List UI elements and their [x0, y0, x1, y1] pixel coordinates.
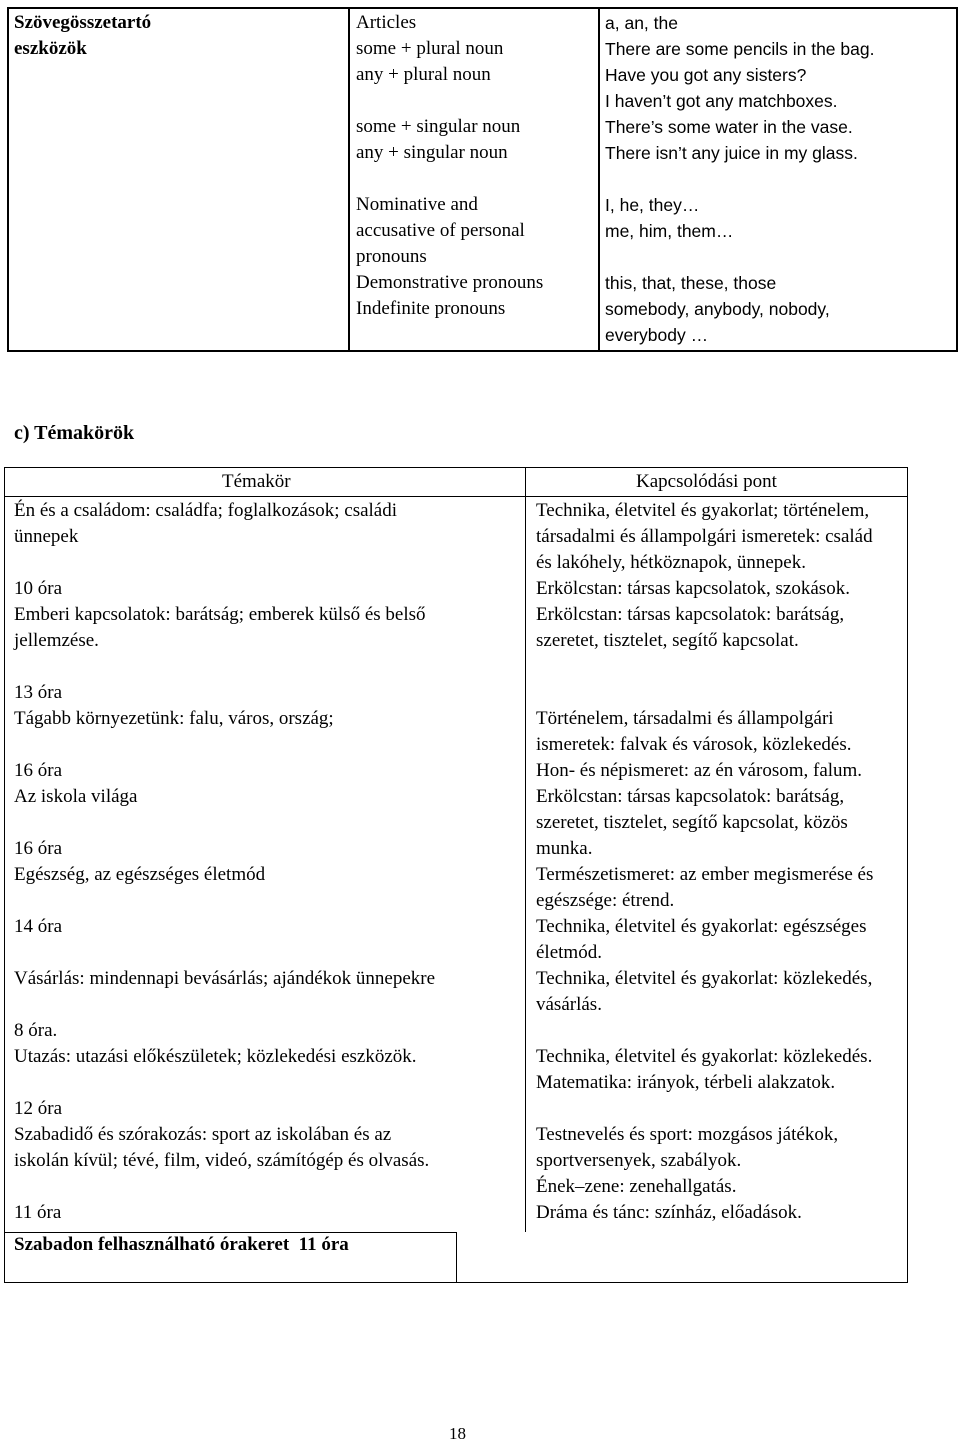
topic-text-line — [14, 654, 435, 680]
column-divider — [348, 9, 350, 350]
column-divider — [525, 467, 526, 1232]
structure-text-line: accusative of personal — [356, 220, 525, 241]
topic-text-line — [14, 992, 435, 1018]
link-text-line: Matematika: irányok, térbeli alakzatok. — [536, 1072, 836, 1093]
page-number: 18 — [449, 1424, 466, 1443]
topic-text-line: iskolán kívül; tévé, film, videó, számítógép és olvasás. — [14, 1150, 430, 1171]
link-text-line: Technika, életvitel és gyakorlat: közlekedés, — [536, 968, 873, 989]
category-text-line: eszközök — [14, 38, 87, 59]
example-text-line: I, he, they… — [605, 195, 700, 215]
link-text-line: Hon- és népismeret: az én városom, falum. — [536, 760, 863, 781]
example-text-line: somebody, anybody, nobody, — [605, 299, 830, 319]
free-hours-footer: Szabadon felhasználható órakeret 11 óra — [14, 1234, 349, 1255]
link-text-line — [536, 1018, 873, 1044]
topic-text-line: 12 óra — [14, 1098, 63, 1119]
structure-text-line: Indefinite pronouns — [356, 298, 506, 319]
link-text-line: Testnevelés és sport: mozgásos játékok, — [536, 1124, 839, 1145]
topic-text-line: 8 óra. — [14, 1020, 58, 1041]
topic-text-line — [14, 810, 435, 836]
example-text-line: a, an, the — [605, 13, 678, 33]
link-column-header: Kapcsolódási pont — [636, 471, 777, 492]
example-text-line: There are some pencils in the bag. — [605, 39, 875, 59]
category-text-line: Szövegösszetartó — [14, 12, 152, 33]
structure-text-line: Nominative and — [356, 194, 478, 215]
link-text-line: Dráma és tánc: színház, előadások. — [536, 1202, 802, 1223]
topic-text-line: Az iskola világa — [14, 786, 138, 807]
topic-text-line — [14, 732, 435, 758]
topic-text-line — [14, 1070, 435, 1096]
topic-text-line — [14, 888, 435, 914]
link-text-line: és lakóhely, hétköznapok, ünnepek. — [536, 552, 806, 573]
link-column — [536, 498, 873, 1226]
grammar-category-label — [14, 10, 151, 62]
topic-column — [14, 498, 435, 1226]
structure-text-line — [356, 88, 543, 114]
topic-text-line: Szabadidő és szórakozás: sport az iskolában és az — [14, 1124, 392, 1145]
example-text-line: this, that, these, those — [605, 273, 777, 293]
structure-text-line — [356, 166, 543, 192]
topic-text-line: 10 óra — [14, 578, 63, 599]
structure-text-line: some + plural noun — [356, 38, 504, 59]
column-divider — [598, 9, 600, 350]
link-text-line: életmód. — [536, 942, 602, 963]
link-text-line: Erkölcstan: társas kapcsolatok: barátság, — [536, 786, 845, 807]
example-text-line: me, him, them… — [605, 221, 734, 241]
example-text-line: There’s some water in the vase. — [605, 117, 853, 137]
link-text-line: sportversenyek, szabályok. — [536, 1150, 742, 1171]
topic-text-line: 11 óra — [14, 1202, 62, 1223]
structure-text-line: Demonstrative pronouns — [356, 272, 544, 293]
link-text-line: Technika, életvitel és gyakorlat: közlekedés. — [536, 1046, 873, 1067]
topic-text-line: jellemzése. — [14, 630, 99, 651]
topic-text-line: ünnepek — [14, 526, 79, 547]
topic-text-line — [14, 550, 435, 576]
link-text-line: Technika, életvitel és gyakorlat; történelem, — [536, 500, 870, 521]
example-text-line — [605, 166, 874, 192]
structure-text-line: any + plural noun — [356, 64, 491, 85]
link-text-line: Történelem, társadalmi és állampolgári — [536, 708, 834, 729]
topic-text-line: Emberi kapcsolatok: barátság; emberek külső és belső — [14, 604, 426, 625]
structure-text-line: some + singular noun — [356, 116, 521, 137]
header-rule — [525, 496, 908, 497]
link-text-line: Erkölcstan: társas kapcsolatok: barátság, — [536, 604, 845, 625]
link-text-line: Erkölcstan: társas kapcsolatok, szokások. — [536, 578, 850, 599]
link-text-line — [536, 680, 873, 706]
header-rule — [4, 496, 525, 497]
link-text-line: ismeretek: falvak és városok, közlekedés. — [536, 734, 852, 755]
grammar-examples-column — [605, 10, 874, 348]
topic-text-line: 16 óra — [14, 838, 63, 859]
topic-text-line — [14, 1174, 435, 1200]
topic-text-line: Én és a családom: családfa; foglalkozások; családi — [14, 500, 398, 521]
footer-divider — [456, 1232, 457, 1283]
topic-text-line: 13 óra — [14, 682, 63, 703]
link-text-line — [536, 654, 873, 680]
link-text-line: Technika, életvitel és gyakorlat: egészséges — [536, 916, 867, 937]
topic-text-line: 14 óra — [14, 916, 63, 937]
link-text-line: egészsége: étrend. — [536, 890, 675, 911]
topic-text-line: Utazás: utazási előkészületek; közlekedési eszközök. — [14, 1046, 417, 1067]
structure-text-line: pronouns — [356, 246, 427, 267]
example-text-line: everybody … — [605, 325, 709, 345]
topic-text-line: Tágabb környezetünk: falu, város, ország; — [14, 708, 334, 729]
link-text-line: munka. — [536, 838, 593, 859]
topic-text-line: 16 óra — [14, 760, 63, 781]
link-text-line: szeretet, tisztelet, segítő kapcsolat, közös — [536, 812, 848, 833]
topic-text-line — [14, 940, 435, 966]
example-text-line — [605, 244, 874, 270]
topic-text-line: Egészség, az egészséges életmód — [14, 864, 266, 885]
link-text-line: vásárlás. — [536, 994, 602, 1015]
example-text-line: Have you got any sisters? — [605, 65, 807, 85]
link-text-line: szeretet, tisztelet, segítő kapcsolat. — [536, 630, 799, 651]
link-text-line — [536, 1096, 873, 1122]
example-text-line: There isn’t any juice in my glass. — [605, 143, 858, 163]
structure-text-line: Articles — [356, 12, 417, 33]
example-text-line: I haven’t got any matchboxes. — [605, 91, 838, 111]
link-text-line: Természetismeret: az ember megismerése és — [536, 864, 874, 885]
topic-column-header: Témakör — [222, 471, 291, 492]
link-text-line: Ének–zene: zenehallgatás. — [536, 1176, 737, 1197]
grammar-structures-column — [356, 10, 543, 322]
structure-text-line: any + singular noun — [356, 142, 508, 163]
topic-text-line: Vásárlás: mindennapi bevásárlás; ajándékok ünnepekre — [14, 968, 436, 989]
link-text-line: társadalmi és állampolgári ismeretek: család — [536, 526, 873, 547]
section-heading: c) Témakörök — [14, 422, 135, 444]
